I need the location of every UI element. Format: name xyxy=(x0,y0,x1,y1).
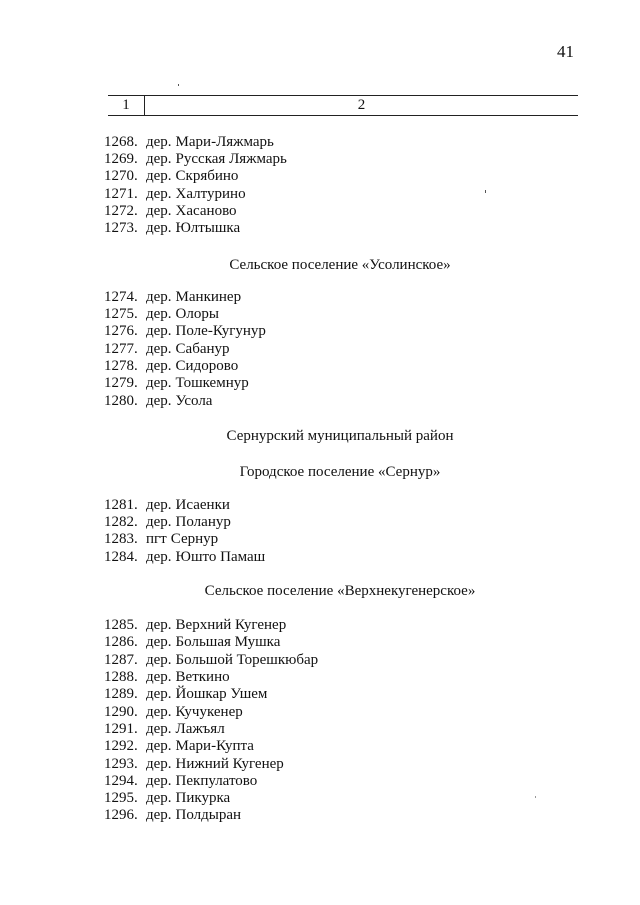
list-item xyxy=(104,686,267,703)
scan-speck xyxy=(535,796,536,798)
list-item xyxy=(104,375,249,392)
settlement-name: Мари-Ляжмарь xyxy=(175,134,274,150)
list-item xyxy=(104,652,318,669)
list-item xyxy=(104,773,257,790)
settlement-name: Юлтышка xyxy=(175,220,241,236)
entry-number: 1296. xyxy=(104,807,138,823)
settlement-type: дер. xyxy=(146,341,172,357)
settlement-type: дер. xyxy=(146,514,172,530)
list-item xyxy=(104,704,243,721)
list-item xyxy=(104,168,238,185)
list-item xyxy=(104,358,238,375)
list-item xyxy=(104,721,225,738)
scan-speck xyxy=(178,84,179,86)
entry-number: 1295. xyxy=(104,790,138,806)
settlement-name: Поле-Кугунур xyxy=(175,323,266,339)
list-item xyxy=(104,341,230,358)
settlement-type: дер. xyxy=(146,652,172,668)
settlement-name: Халтурино xyxy=(175,186,246,202)
list-item xyxy=(104,151,287,168)
entry-number: 1292. xyxy=(104,738,138,754)
settlement-name: Веткино xyxy=(175,669,230,685)
settlement-type: дер. xyxy=(146,151,172,167)
list-item xyxy=(104,289,241,306)
settlement-name: Нижний Кугенер xyxy=(175,756,284,772)
entry-number: 1290. xyxy=(104,704,138,720)
settlement-name: Олоры xyxy=(175,306,219,322)
settlement-name: Мари-Купта xyxy=(175,738,254,754)
entry-number: 1278. xyxy=(104,358,138,374)
settlement-type: дер. xyxy=(146,203,172,219)
settlement-type: дер. xyxy=(146,773,172,789)
settlement-type: дер. xyxy=(146,497,172,513)
entry-number: 1268. xyxy=(104,134,138,150)
entry-number: 1287. xyxy=(104,652,138,668)
settlement-name: Кучукенер xyxy=(175,704,243,720)
entry-number: 1293. xyxy=(104,756,138,772)
settlement-type: дер. xyxy=(146,669,172,685)
entry-number: 1276. xyxy=(104,323,138,339)
list-item xyxy=(104,306,219,323)
settlement-type: дер. xyxy=(146,375,172,391)
settlement-name: Большой Торешкюбар xyxy=(175,652,319,668)
settlement-type: дер. xyxy=(146,704,172,720)
list-item xyxy=(104,738,254,755)
list-item xyxy=(104,134,274,151)
entry-number: 1270. xyxy=(104,168,138,184)
list-item xyxy=(104,634,280,651)
settlement-type: дер. xyxy=(146,306,172,322)
list-item xyxy=(104,531,218,548)
entry-number: 1291. xyxy=(104,721,138,737)
entry-number: 1280. xyxy=(104,393,138,409)
section-heading-usolinskoe: Сельское поселение «Усолинское» xyxy=(229,257,451,273)
list-item xyxy=(104,514,231,531)
settlement-name: Усола xyxy=(175,393,213,409)
entry-number: 1286. xyxy=(104,634,138,650)
entry-number: 1288. xyxy=(104,669,138,685)
settlement-type: дер. xyxy=(146,738,172,754)
settlement-name: Манкинер xyxy=(175,289,242,305)
settlement-type: дер. xyxy=(146,790,172,806)
section-heading-district: Сернурский муниципальный район xyxy=(226,428,454,444)
settlement-type: дер. xyxy=(146,323,172,339)
entry-number: 1289. xyxy=(104,686,138,702)
list-item xyxy=(104,393,212,410)
list-item xyxy=(104,549,265,566)
list-item xyxy=(104,323,266,340)
settlement-name: Скрябино xyxy=(175,168,239,184)
section-heading-verkhnekugenerskoe: Сельское поселение «Верхнекугенерское» xyxy=(204,583,476,599)
entry-number: 1285. xyxy=(104,617,138,633)
settlement-type: дер. xyxy=(146,220,172,236)
settlement-name: Хасаново xyxy=(175,203,237,219)
entry-number: 1273. xyxy=(104,220,138,236)
settlement-name: Йошкар Ушем xyxy=(175,686,268,702)
settlement-type: дер. xyxy=(146,756,172,772)
list-item xyxy=(104,203,237,220)
settlement-type: дер. xyxy=(146,393,172,409)
settlement-name: Тошкемнур xyxy=(175,375,249,391)
list-item xyxy=(104,617,286,634)
settlement-type: дер. xyxy=(146,807,172,823)
scan-speck xyxy=(485,190,486,193)
settlement-name: Сидорово xyxy=(175,358,239,374)
settlement-type: дер. xyxy=(146,289,172,305)
table-header xyxy=(108,95,578,116)
list-item xyxy=(104,220,240,237)
settlement-name: Пикурка xyxy=(175,790,231,806)
table-header-col-2: 2 xyxy=(357,97,366,113)
list-item xyxy=(104,790,230,807)
page-number: 41 xyxy=(557,42,574,61)
settlement-type: дер. xyxy=(146,358,172,374)
entry-number: 1271. xyxy=(104,186,138,202)
settlement-name: Пекпулатово xyxy=(175,773,258,789)
entry-number: 1275. xyxy=(104,306,138,322)
entry-number: 1283. xyxy=(104,531,138,547)
entry-number: 1281. xyxy=(104,497,138,513)
table-header-col-1: 1 xyxy=(108,96,145,115)
settlement-name: Лажъял xyxy=(175,721,225,737)
list-item xyxy=(104,669,230,686)
settlement-name: Сернур xyxy=(170,531,219,547)
settlement-type: дер. xyxy=(146,617,172,633)
settlement-type: дер. xyxy=(146,168,172,184)
settlement-name: Верхний Кугенер xyxy=(175,617,287,633)
settlement-name: Поланур xyxy=(175,514,231,530)
list-item xyxy=(104,186,246,203)
entry-number: 1279. xyxy=(104,375,138,391)
settlement-type: пгт xyxy=(146,531,167,547)
settlement-name: Большая Мушка xyxy=(175,634,281,650)
settlement-name: Юшто Памаш xyxy=(175,549,266,565)
settlement-type: дер. xyxy=(146,549,172,565)
settlement-name: Полдыран xyxy=(175,807,242,823)
settlement-type: дер. xyxy=(146,634,172,650)
entry-number: 1269. xyxy=(104,151,138,167)
entry-number: 1282. xyxy=(104,514,138,530)
list-item xyxy=(104,497,230,514)
settlement-type: дер. xyxy=(146,721,172,737)
settlement-type: дер. xyxy=(146,134,172,150)
section-heading-sernur: Городское поселение «Сернур» xyxy=(239,464,441,480)
entry-number: 1284. xyxy=(104,549,138,565)
entry-number: 1274. xyxy=(104,289,138,305)
list-item xyxy=(104,807,241,824)
settlement-type: дер. xyxy=(146,686,172,702)
entry-number: 1272. xyxy=(104,203,138,219)
entry-number: 1294. xyxy=(104,773,138,789)
settlement-name: Исаенки xyxy=(175,497,230,513)
settlement-name: Русская Ляжмарь xyxy=(175,151,287,167)
settlement-type: дер. xyxy=(146,186,172,202)
entry-number: 1277. xyxy=(104,341,138,357)
settlement-name: Сабанур xyxy=(175,341,230,357)
list-item xyxy=(104,756,284,773)
